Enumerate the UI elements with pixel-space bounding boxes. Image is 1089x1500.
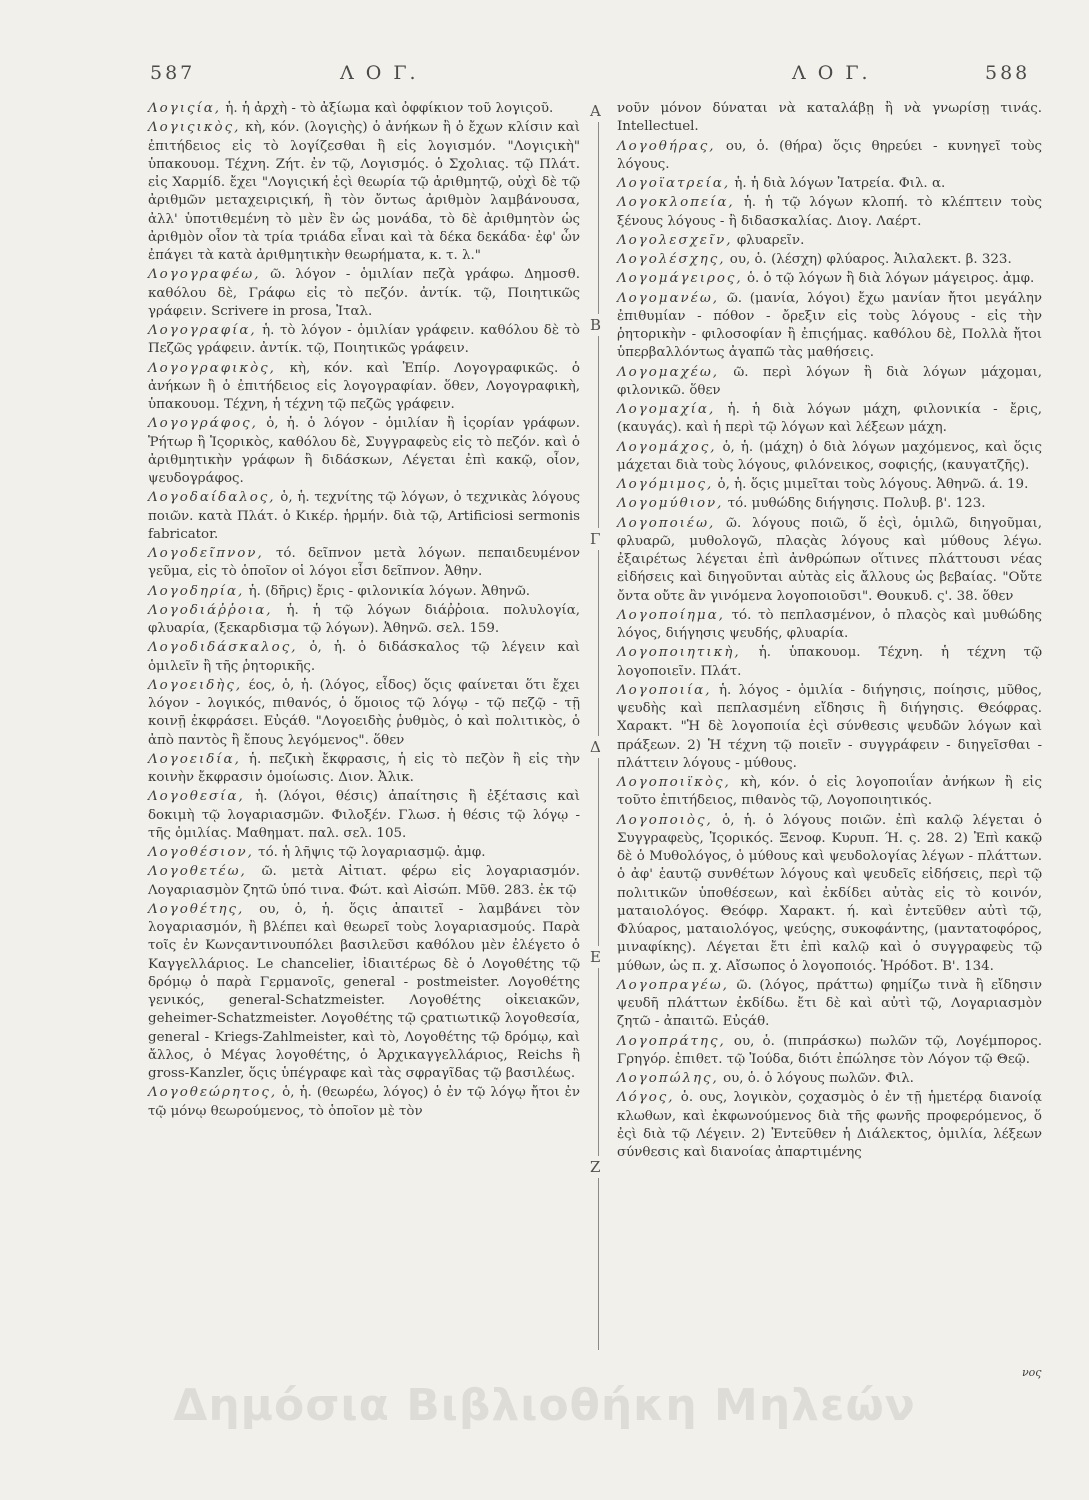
- dictionary-entry: [148, 583, 580, 601]
- entry-definition: νοῦν μόνον δύναται νὰ καταλάβῃ ἢ νὰ γνωρίσῃ τινάς. Intellectuel.: [617, 101, 1042, 135]
- entry-definition: ὁ, ἡ. τεχνίτης τῷ λόγων, ὁ τεχνικὰς λόγους ποιῶν. κατὰ Πλάτ. ὁ Κικέρ. ἡρμήν. διὰ τῷ, Artificiosi sermonis fabricator.: [148, 490, 580, 542]
- left-running-head: Λ Ο Γ.: [340, 62, 419, 84]
- entry-definition: ἡ. (λόγοι, θέσις) ἀπαίτησις ἢ ἐξέτασις καὶ δοκιμὴ τῷ λογαριασμῶν. Φιλοξέν. Γλωσ. ἡ θέσις τῷ λόγῳ - τῆς ὁμιλίας. Μαθηματ. παλ. σελ. 105.: [148, 789, 580, 841]
- dictionary-entry: [617, 138, 1042, 175]
- entry-headword: Λογοθέσιον,: [148, 845, 254, 860]
- dictionary-entry: [148, 489, 580, 544]
- dictionary-entry: [148, 322, 580, 359]
- entry-headword: Λογολέσχης,: [617, 252, 726, 267]
- dictionary-entry: [148, 751, 580, 788]
- entry-definition: κὴ, κόν. (λογιςὴς) ὁ ἀνήκων ἢ ὁ ἔχων κλίσιν καὶ ἐπιτήδειος εἰς τὸ λογίζεσθαι ἢ εἰς λογισμόν. "Λογιςικὴ" ὑπακουομ. Τέχνη. Ζήτ. ἐν τῷ, Λογισμός. ὁ Σχολιας. τῷ Πλάτ. εἰς Χαρμίδ. ἔχει "Λογιςική ἐςὶ θεωρία τῷ ἀριθμητῷ, οὐχὶ δὲ τῷ ἀριθμῶν μεταχειριςική, ἢ τὸν ὄντως ἀριθμὸν λαμβάνουσα, ἀλλ' ὑποτιθεμένη τὸ μὲν ἓν ὡς μονάδα, τὸ δὲ ἀριθμητὸν ὡς ἀριθμὸν οἷον τὰ τρία τριάδα εἶναι καὶ τὰ δέκα δεκάδα· ἐφ' ὧν ἐπάγει τὰ κατὰ ἀριθμητικὴν θεωρήματα, κ. τ. λ.": [148, 120, 581, 263]
- entry-headword: Λογοδιδάσκαλος,: [148, 640, 298, 656]
- dictionary-entry: [617, 270, 1042, 288]
- entry-headword: Λόγος,: [617, 1090, 675, 1106]
- library-watermark: Δημόσια Βιβλιοθήκη Μηλεών: [173, 1380, 916, 1431]
- dictionary-entry: [617, 1070, 1042, 1088]
- entry-headword: Λογοθήρας,: [617, 138, 716, 154]
- entry-headword: Λογομαχία,: [617, 402, 716, 417]
- entry-definition: ὁ, ἡ. (θεωρέω, λόγος) ὁ ἐν τῷ λόγῳ ἤτοι ἐν τῷ μόνῳ θεωρούμενος, τὸ ὁποῖον μὲ τὸν: [148, 1085, 580, 1119]
- entry-definition: ῶ. (λόγος, πράττω) φημίζω τινὰ ἢ εἴδησιν ψευδῆ πλάττων ἐκδίδω. ἔτι δὲ καὶ αὐτὶ τῷ, Λογαριασμὸν ζητῶ - ἀπαιτῶ. Εὐςάθ.: [617, 977, 1042, 1030]
- right-page-number: 588: [985, 62, 1031, 84]
- dictionary-entry: [617, 100, 1042, 137]
- dictionary-entry: [617, 251, 1042, 269]
- dictionary-entry: [148, 266, 580, 321]
- entry-headword: Λογομαχέω,: [617, 364, 720, 380]
- entry-headword: Λογιςικὸς,: [148, 120, 241, 136]
- entry-headword: Λογοθεώρητος,: [148, 1085, 278, 1101]
- entry-headword: Λογοδεῖπνον,: [148, 546, 264, 561]
- entry-definition: ου, ὁ. (πιπράσκω) πωλῶν τῷ, Λογέμπορος. Γρηγόρ. ἐπιθετ. τῷ Ἰούδα, διότι ἐπώλησε τὸν Λόγον τῷ Θεῷ.: [617, 1033, 1042, 1067]
- left-column: [148, 100, 580, 1122]
- dictionary-entry: [617, 439, 1042, 476]
- entry-definition: ὁ, ἡ. (μάχη) ὁ διὰ λόγων μαχόμενος, καὶ ὅςις μάχεται διὰ τοὺς λόγους, φιλόνεικος, σοφιςής, (καυγατζῆς).: [617, 439, 1042, 473]
- section-mark-alpha: Α: [590, 102, 601, 120]
- dictionary-entry: [617, 232, 1042, 250]
- entry-definition: ὁ, ἡ. ὁ λόγον - ὁμιλίαν ἢ ἱςορίαν γράφων. Ῥήτωρ ἢ Ἱςορικὸς, καθόλου δὲ, Συγγραφεὺς εἰς τὸ πεζόν. καὶ ὁ ἀριθμητικὴν γράφων ἢ διδάσκων, Λέγεται ἐπὶ κακῷ, οἷον, ψευδογράφος.: [148, 416, 580, 486]
- entry-definition: ὁ, ἡ. ὁ διδάσκαλος τῷ λέγειν καὶ ὁμιλεῖν ἢ τῆς ῥητορικῆς.: [148, 640, 580, 674]
- entry-definition: ῶ. λόγους ποιῶ, ὅ ἐςὶ, ὁμιλῶ, διηγοῦμαι, φλυαρῶ, μυθολογῶ, πλαςὰς λόγους καὶ μύθους λέγω. ἐξαιρέτως λέγεται ἐπὶ ἀνθρώπων οἵτινες πλάττουσι νέας εἰδήσεις καὶ διηγοῦνται αὐτὰς εἰς ἄλλους ὡς βεβαίας. "Οὔτε ὄντα οὔτε ἂν γινόμενα λογοποιοῦσι". Θουκυδ. ς'. 38. ὅθεν: [617, 515, 1042, 604]
- dictionary-entry: [617, 495, 1042, 513]
- entry-definition: κὴ, κόν. ὁ εἰς λογοποιΐαν ἀνήκων ἢ εἰς τοῦτο ἐπιτήδειος, πιθανὸς τῷ, Λογοποιητικός.: [617, 775, 1042, 809]
- dictionary-entry: [148, 119, 580, 265]
- dictionary-entry: [617, 644, 1042, 681]
- dictionary-entry: [617, 290, 1042, 363]
- section-mark-delta: Δ: [590, 738, 601, 756]
- entry-definition: ἡ. ἡ ἀρχὴ - τὸ ἀξίωμα καὶ ὀφφίκιον τοῦ λογιςοῦ.: [225, 101, 554, 116]
- section-mark-gamma: Γ: [590, 530, 601, 548]
- entry-definition: ῶ. μετὰ Αἰτιατ. φέρω εἰς λογαριασμόν. Λογαριασμὸν ζητῶ ὑπό τινα. Φώτ. καὶ Αἰσώπ. Μῦθ. 283. ἐκ τῷ: [148, 864, 580, 898]
- section-mark-zeta: Ζ: [590, 1158, 601, 1176]
- entry-headword: Λογοδιάῤῥοια,: [148, 602, 273, 618]
- entry-definition: ου, ὁ. ὁ λόγους πωλῶν. Φιλ.: [723, 1071, 914, 1086]
- entry-headword: Λογοπραγέω,: [617, 977, 729, 993]
- dictionary-entry: [148, 415, 580, 488]
- entry-headword: Λογογραφία,: [148, 323, 257, 338]
- entry-definition: ου, ὁ. (θήρα) ὅςις θηρεύει - κυνηγεῖ τοὺς λόγους.: [617, 138, 1042, 172]
- entry-definition: ὁ, ἡ. ὁ λόγους ποιῶν. ἐπὶ καλῷ λέγεται ὁ Συγγραφεὺς, Ἱςορικός. Ξενοφ. Κυρυπ. Ή. ς. 28. 2) Ἐπὶ κακῷ δὲ ὁ Μυθολόγος, ὁ μύθους καὶ ψευδολογίας λέγων - πλάττων. ὁ ἀφ' ἑαυτῷ συνθέτων λόγους καὶ ψευδεῖς εἰδήσεις, περὶ τῷ πολιτικῶν ὑποθέσεων, καὶ ἐκδίδει αὐτὰς εἰς τὸ κοινόν, ματαιολόγος. Θεόφρ. Χαρακτ. ή. καὶ ἐντεῦθεν αὐτὶ τῷ, Φλύαρος, ματαιολόγος, ψεύςης, συκοφάντης, (μαντατοφόρος, μιναφίκης). Λέγεται ἔτι ἐπὶ καλῷ καὶ ὁ συγγραφεὺς τῷ μύθων, ὡς π. χ. Αἴσωπος ὁ λογοποιός. Ἡρόδοτ. Β'. 134.: [617, 812, 1042, 974]
- entry-headword: Λογοδαίδαλος,: [148, 490, 276, 506]
- right-running-head: Λ Ο Γ.: [792, 62, 871, 84]
- dictionary-entry: [617, 1033, 1042, 1070]
- entry-definition: ἡ. τὸ λόγον - ὁμιλίαν γράφειν. καθόλου δὲ τὸ Πεζῶς γράφειν. ἀντίκ. τῷ, Ποιητικῶς γράφειν.: [148, 323, 580, 357]
- entry-definition: έος, ὁ, ἡ. (λόγος, εἶδος) ὅςις φαίνεται ὅτι ἔχει λόγον - λογικός, πιθανός, ὁ ὅμοιος τῷ λόγῳ - τῷ πεζῷ - τῇ κοινῇ ἐκφράσει. Εὐςάθ. "Λογοειδὴς ῥυθμὸς, ὁ καὶ πολιτικὸς, ὁ ἀπὸ παντὸς ἢ ἔπους λεγόμενος". ὅθεν: [148, 677, 581, 748]
- dictionary-entry: [148, 1084, 580, 1121]
- entry-headword: Λογοθέτης,: [148, 901, 245, 917]
- entry-headword: Λογοειδὴς,: [148, 677, 243, 693]
- entry-headword: Λογολεσχεῖν,: [617, 232, 733, 248]
- entry-headword: Λογοθετέω,: [148, 864, 247, 880]
- dictionary-entry: [617, 515, 1042, 606]
- entry-headword: Λογοπράτης,: [617, 1033, 726, 1049]
- entry-definition: ῶ. (μανία, λόγοι) ἔχω μανίαν ἤτοι μεγάλην ἐπιθυμίαν - πόθον - ὄρεξιν εἰς τοὺς λόγους - εἰς τὴν ῥητορικὴν - φιλοσοφίαν ἢ ἐπιςήμας. καθόλου δὲ, Πολλὰ ἤτοι ὑπερβαλλόντως ἀγαπῶ τὰς μαθήσεις.: [617, 290, 1042, 361]
- entry-headword: Λογογράφος,: [148, 416, 258, 432]
- entry-headword: Λογοποιία,: [617, 682, 712, 698]
- section-mark-epsilon: Ε: [590, 948, 601, 966]
- entry-headword: Λογιςία,: [148, 101, 222, 116]
- entry-definition: φλυαρεῖν.: [736, 232, 805, 248]
- dictionary-entry: [617, 401, 1042, 438]
- dictionary-entry: [148, 677, 580, 750]
- entry-definition: ῶ. λόγον - ὁμιλίαν πεζὰ γράφω. Δημοσθ. καθόλου δὲ, Γράφω εἰς τὸ πεζόν. ἀντίκ. τῷ, Ποιητικῶς γράφειν. Scrivere in prosa, Ἰταλ.: [148, 267, 580, 319]
- dictionary-entry: [617, 682, 1042, 773]
- section-mark-beta: Β: [590, 316, 602, 334]
- dictionary-entry: [148, 602, 580, 639]
- entry-headword: Λογοπώλης,: [617, 1071, 719, 1086]
- entry-headword: Λογοκλοπεία,: [617, 195, 735, 211]
- entry-headword: Λογομύθιον,: [617, 496, 724, 512]
- entry-headword: Λογοειδία,: [148, 751, 241, 767]
- dictionary-entry: [148, 901, 580, 1084]
- entry-definition: ἡ. ἡ διὰ λόγων μάχη, φιλονικία - ἔρις, (καυγάς). καὶ ἡ περὶ τῷ λόγων καὶ λέξεων μάχη.: [617, 402, 1042, 436]
- entry-definition: ἡ. ἡ τῷ λόγων κλοπή. τὸ κλέπτειν τοὺς ξένους λόγους - ἢ διδασκαλίας. Διογ. Λαέρτ.: [617, 195, 1042, 229]
- entry-definition: ἡ. πεζικὴ ἔκφρασις, ἡ εἰς τὸ πεζὸν ἢ εἰς τὴν κοινὴν ἔκφρασιν ὁμοίωσις. Διον. Ἀλικ.: [148, 751, 580, 785]
- dictionary-entry: [617, 1089, 1042, 1162]
- right-column: [617, 100, 1042, 1163]
- entry-definition: ου, ὁ, ἡ. ὅςις ἀπαιτεῖ - λαμβάνει τὸν λογαριασμόν, ἢ βλέπει καὶ θεωρεῖ τοὺς λογαριασμούς. Παρὰ τοῖς ἐν Κωνςαντινουπόλει βασιλεῦσι καθόλου μὲν ἐλέγετο ὁ Καγγελλάριος. Le chancelier, ἰδιαιτέρως δὲ ὁ Λογοθέτης τῷ δρόμῳ ὁ παρὰ Γερμανοῖς, general - postmeister. Λογοθέτης γενικός, general-Schatzmeister. Λογοθέτης οἰκειακῶν, geheimer-Schatzmeister. Λογοθέτης τῷ ςρατιωτικῷ λογοθεσία, general - Kriegs-Zahlmeister, καὶ τὸ, Λογοθέτης τῷ δρόμῳ, καὶ ἄλλος, ὁ Μέγας λογοθέτης, ὁ Ἀρχικαγγελλάριος, Reichs ἢ gross-Kanzler, ὅςις ὑπέγραφε καὶ τὰς σφραγῖδας τῷ βασιλέως.: [148, 901, 580, 1081]
- entry-definition: ἡ. ἡ τῷ λόγων διάῤῥοια. πολυλογία, φλυαρία, (ξεκαρδισμα τῷ λόγων). Ἀθηνῶ. σελ. 159.: [148, 602, 580, 636]
- entry-headword: Λογογραφικὸς,: [148, 360, 276, 376]
- dictionary-entry: [148, 863, 580, 900]
- entry-definition: ῶ. περὶ λόγων ἢ διὰ λόγων μάχομαι, φιλονικῶ. ὅθεν: [617, 364, 1042, 398]
- entry-definition: ὁ. ὁ τῷ λόγων ἢ διὰ λόγων μάγειρος. ἀμφ.: [746, 271, 1035, 287]
- entry-headword: Λογοποιὸς,: [617, 812, 713, 828]
- dictionary-entry: [148, 639, 580, 676]
- entry-definition: ου, ὁ. (λέσχη) φλύαρος. Ἀιλαλεκτ. β. 323.: [729, 252, 1012, 267]
- entry-headword: Λογοδηρία,: [148, 583, 245, 599]
- entry-headword: Λογοποιϊκὸς,: [617, 775, 731, 790]
- dictionary-entry: [617, 812, 1042, 976]
- dictionary-entry: [617, 194, 1042, 231]
- dictionary-entry: [148, 844, 580, 862]
- entry-headword: Λογοϊατρεία,: [617, 176, 731, 191]
- entry-headword: Λογομάχος,: [617, 439, 717, 455]
- dictionary-entry: [148, 545, 580, 582]
- entry-definition: ἡ. λόγος - ὁμιλία - διήγησις, ποίησις, μῦθος, ψευδὴς καὶ πεπλασμένη εἴδησις ἢ διήγησις. Θεόφρας. Χαρακτ. "Ἡ δὲ λογοποιία ἐςὶ σύνθεσις ψευδῶν λόγων καὶ πράξεων. 2) Ἡ τέχνη τῷ ποιεῖν - συγγράφειν - διηγεῖσθαι - πλάττειν λόγους - μύθους.: [617, 682, 1043, 771]
- entry-definition: ὁ, ἡ. ὅςις μιμεῖται τοὺς λόγους. Ἀθηνῶ. ά. 19.: [717, 477, 1029, 492]
- entry-definition: τό. δεῖπνον μετὰ λόγων. πεπαιδευμένον γεῦμα, εἰς τὸ ὁποῖον οἱ λόγοι εἶσι δεῖπνον. Ἀθην.: [148, 546, 580, 580]
- dictionary-entry: [617, 977, 1042, 1032]
- entry-definition: τό. μυθώδης διήγησις. Πολυβ. β'. 123.: [727, 496, 986, 512]
- entry-definition: ἡ. ὑπακουομ. Τέχνη. ἡ τέχνη τῷ λογοποιεῖν. Πλάτ.: [617, 645, 1043, 679]
- dictionary-entry: [617, 476, 1042, 494]
- dictionary-entry: [617, 774, 1042, 811]
- entry-definition: ὁ. ους, λογικὸν, ςοχασμὸς ὁ ἐν τῇ ἡμετέρᾳ διανοίᾳ κλωθων, καὶ ἐκφωνούμενος διὰ τῆς φωνῆς προφερόμενος, ὅ ἐςὶ διὰ τῷ Λέγειν. 2) Ἐντεῦθεν ἡ Διάλεκτος, ὁμιλία, λέξεων σύνθεσις καὶ διανοίας ἀπαρτιμένης: [617, 1090, 1042, 1160]
- dictionary-entry: [617, 175, 1042, 193]
- left-page-number: 587: [150, 62, 196, 84]
- entry-definition: κὴ, κόν. καὶ Ἐπίρ. Λογογραφικῶς. ὁ ἀνήκων ἢ ὁ ἐπιτήδειος εἰς λογογραφίαν. ὅθεν, Λογογραφικὴ, ὑπακουομ. Τέχνη, ἡ τέχνη τῷ πεζῶς γράφειν.: [148, 360, 580, 412]
- entry-headword: Λογογραφέω,: [148, 267, 261, 283]
- entry-headword: Λογομάγειρος,: [617, 271, 743, 287]
- entry-headword: Λογοποιέω,: [617, 515, 716, 531]
- entry-headword: Λογομανέω,: [617, 290, 720, 306]
- entry-headword: Λογοποιητικὴ,: [617, 645, 741, 661]
- dictionary-entry: [148, 788, 580, 843]
- dictionary-entry: [617, 607, 1042, 644]
- entry-definition: τό. ἡ λῆψις τῷ λογαριασμῷ. ἀμφ.: [258, 845, 486, 860]
- dictionary-entry: [148, 360, 580, 415]
- entry-headword: Λογοθεσία,: [148, 789, 245, 805]
- dictionary-entry: [617, 364, 1042, 401]
- entry-headword: Λογοποίημα,: [617, 607, 725, 623]
- dictionary-entry: [148, 100, 580, 118]
- catchword: νος: [1022, 1366, 1042, 1379]
- entry-definition: ἡ. (δῆρις) ἔρις - φιλονικία λόγων. Ἀθηνῶ.: [248, 583, 531, 599]
- entry-definition: ἡ. ἡ διὰ λόγων Ἰατρεία. Φιλ. α.: [734, 176, 946, 191]
- entry-definition: τό. τὸ πεπλασμένον, ὁ πλαςὸς καὶ μυθώδης λόγος, διήγησις ψευδής, φλυαρία.: [617, 607, 1042, 641]
- entry-headword: Λογόμιμος,: [617, 477, 714, 492]
